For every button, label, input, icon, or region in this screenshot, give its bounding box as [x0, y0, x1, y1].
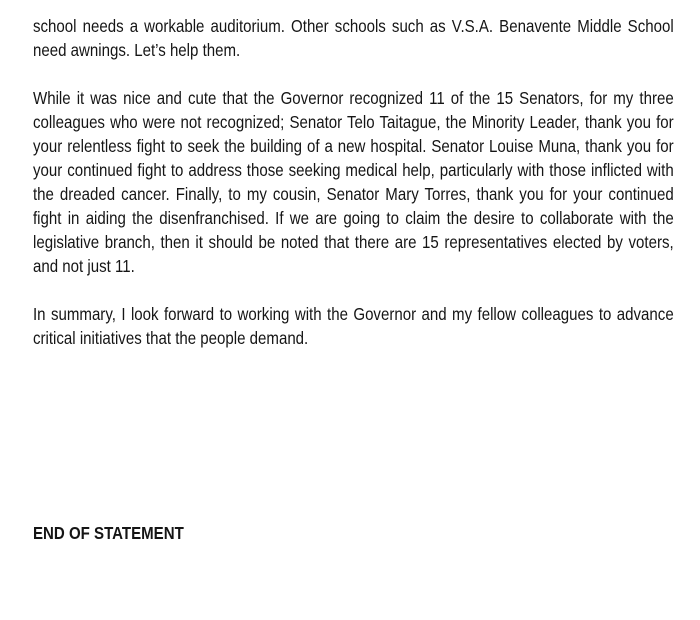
paragraph-summary: In summary, I look forward to working with the Governor and my fellow colleagues to advance critical initiatives that the people demand. [33, 304, 674, 348]
end-of-statement: END OF STATEMENT [33, 523, 184, 543]
paragraph-senators: While it was nice and cute that the Governor recognized 11 of the 15 Senators, for my three colleagues who were not recognized; Senator Telo Taitague, the Minority Leader, thank you for your relentless fight to seek the building of a new hospital. Senator Louise Muna, thank you for your continued fight to address those seeking medical help, particularly with those inflicted with the dreaded cancer. Finally, to my cousin, Senator Mary Torres, thank you for your continued fight in aiding the disenfranchised. If we are going to claim the desire to collaborate with the legislative branch, then it should be noted that there are 15 representatives elected by voters, and not just 11. [33, 88, 674, 276]
paragraph-auditorium: school needs a workable auditorium. Other schools such as V.S.A. Benavente Middle School need awnings. Let’s help them. [33, 16, 674, 60]
statement-body [33, 14, 674, 350]
